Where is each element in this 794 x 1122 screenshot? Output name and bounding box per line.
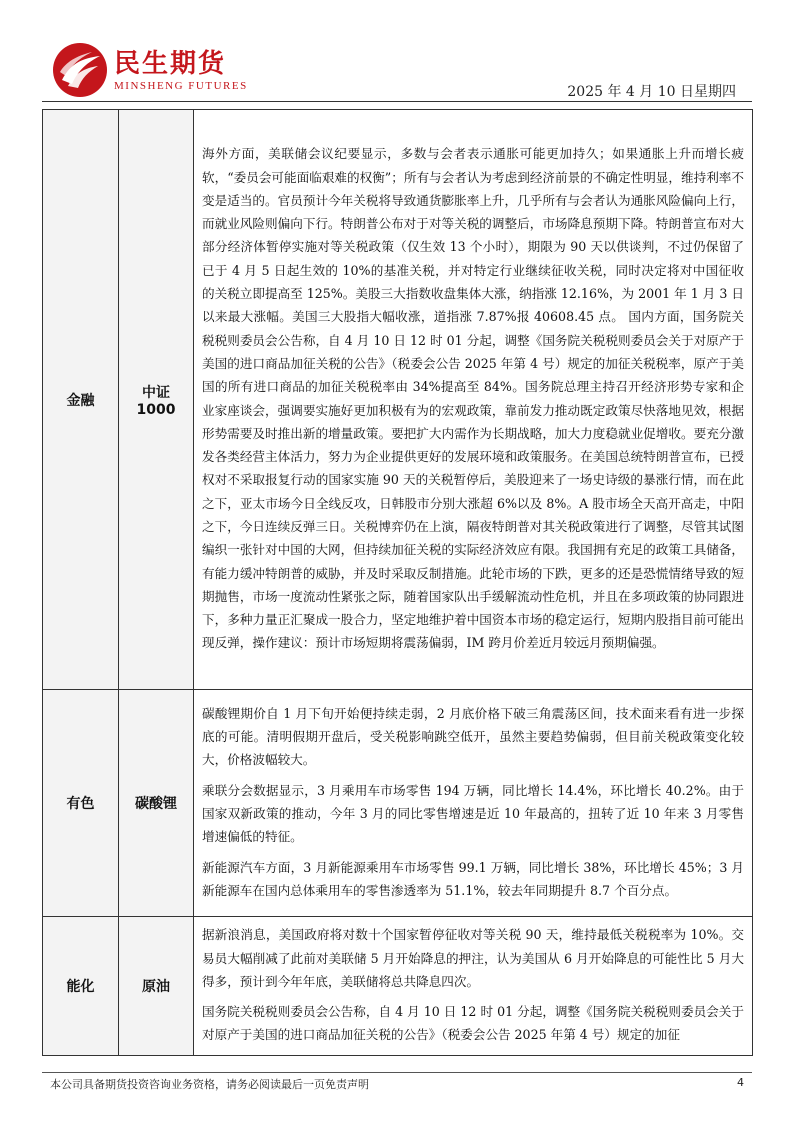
sector-cell: 能化: [43, 917, 119, 1056]
table-row-energy: [43, 917, 753, 1056]
table-row-metals: [43, 690, 753, 917]
page-header: [0, 0, 794, 105]
page-number: 4: [737, 1076, 744, 1089]
report-date: 2025 年 4 月 10 日星期四: [567, 84, 736, 100]
sector-cell: 有色: [43, 690, 119, 917]
product-cell: 碳酸锂: [119, 690, 194, 917]
analysis-cell: [194, 917, 753, 1056]
product-cell: 中证 1000: [119, 110, 194, 690]
analysis-paragraph: 新能源汽车方面，3 月新能源乘用车市场零售 99.1 万辆，同比增长 38%，环比增长 45%；3 月新能源车在国内总体乘用车的零售渗透率为 51.1%，较去年同期提升 8.7 个百分点。: [202, 859, 744, 898]
analysis-cell: [194, 110, 753, 690]
minsheng-logo-icon: [52, 42, 108, 98]
analysis-paragraph: 碳酸锂期价自 1 月下旬开始便持续走弱，2 月底价格下破三角震荡区间，技术面来看有进一步探底的可能。清明假期开盘后，受关税影响跳空低开，虽然主要趋势偏弱，但目前关税政策变化较大，价格波幅较大。: [202, 705, 744, 768]
footer-divider: [42, 1072, 752, 1073]
analysis-paragraph: 乘联分会数据显示，3 月乘用车市场零售 194 万辆，同比增长 14.4%，环比增长 40.2%。由于国家双新政策的推动，今年 3 月的同比零售增速是近 10 年最高的，扭转了近 10 年来 3 月零售增速偏低的特征。: [202, 782, 744, 845]
analysis-paragraph: 海外方面，美联储会议纪要显示，多数与会者表示通胀可能更加持久；如果通胀上升而增长疲软，“委员会可能面临艰难的权衡”；所有与会者认为考虑到经济前景的不确定性明显，维持利率不变是适当的。官员预计今年关税将导致通货膨胀率上升，几乎所有与会者认为通胀风险偏向上行，而就业风险则偏向下行。特朗普公布对于对等关税的调整后，市场降息预期下降。特朗普宣布对大部分经济体暂停实施对等关税政策（仅生效 13 个小时），期限为 90 天以供谈判，不过仍保留了已于 4 月 5 日起生效的 10%的基准关税，并对特定行业继续征收关税，同时决定将对中国征收的关税立即提高至 125%。美股三大指数收盘集体大涨，纳指涨 12.16%，为 2001 年 1 月 3 日以来最大涨幅。美国三大股指大幅收涨，道指涨 7.87%报 40608.45 点。 国内方面，国务院关税税则委员会公告称，自 4 月 10 日 12 时 01 分起，调整《国务院关税税则委员会关于对原产于美国的进口商品加征关税的公告》（税委会公告 2025 年第 4 号）规定的加征关税税率，原产于美国的所有进口商品的加征关税税率由 34%提高至 84%。国务院总理主持召开经济形势专家和企业家座谈会，强调要实施好更加积极有为的宏观政策，靠前发力推动既定政策尽快落地见效，根据形势需要及时推出新的增量政策。要把扩大内需作为长期战略，加大力度稳就业促增收。要充分激发各类经营主体活力，努力为企业提供更好的发展环境和政策服务。在美国总统特朗普宣布，已授权对不采取报复行动的国家实施 90 天的关税暂停后，美股迎来了一场史诗级的暴涨行情，而在此之下，亚太市场今日全线反攻，日韩股市分别大涨超 6%以及 8%。A 股市场全天高开高走，中阳之下，今日连续反弹三日。关税博弈仍在上演，隔夜特朗普对其关税政策进行了调整，尽管其试图编织一张针对中国的大网，但持续加征关税的实际经济效应有限。我国拥有充足的政策工具储备，有能力缓冲特朗普的威胁，并及时采取反制措施。此轮市场的下跌，更多的还是恐慌情绪导致的短期抛售，市场一度流动性紧张之际，随着国家队出手缓解流动性危机，并且在多项政策的协同跟进下，多种力量正汇聚成一股合力，坚定地维护着中国资本市场的稳定运行，短期内股指目前可能出现反弹，操作建议：预计市场短期将震荡偏弱，IM 跨月价差近月较远月预期偏强。: [202, 146, 744, 651]
table-row-finance: [43, 110, 753, 690]
analysis-paragraph: 据新浪消息，美国政府将对数十个国家暂停征收对等关税 90 天，维持最低关税税率为 10%。交易员大幅削减了此前对美联储 5 月开始降息的押注，认为美国从 6 月开始降息的可能性比 5 月大得多，预计到今年年底，美联储将总共降息四次。: [202, 927, 744, 989]
brand-name-cn: 民生期货: [114, 49, 227, 79]
footer-disclaimer: 本公司具备期货投资咨询业务资格，请务必阅读最后一页免责声明: [50, 1078, 369, 1091]
analysis-paragraph: 国务院关税税则委员会公告称，自 4 月 10 日 12 时 01 分起，调整《国务院关税税则委员会关于对原产于美国的进口商品加征关税的公告》（税委会公告 2025 年第 4 号）规定的加征: [202, 1004, 744, 1043]
product-cell: 原油: [119, 917, 194, 1056]
header-divider: [42, 101, 752, 102]
sector-cell: 金融: [43, 110, 119, 690]
commodity-table: [42, 109, 753, 1056]
analysis-cell: [194, 690, 753, 917]
brand-name-en: MINSHENG FUTURES: [114, 80, 248, 92]
